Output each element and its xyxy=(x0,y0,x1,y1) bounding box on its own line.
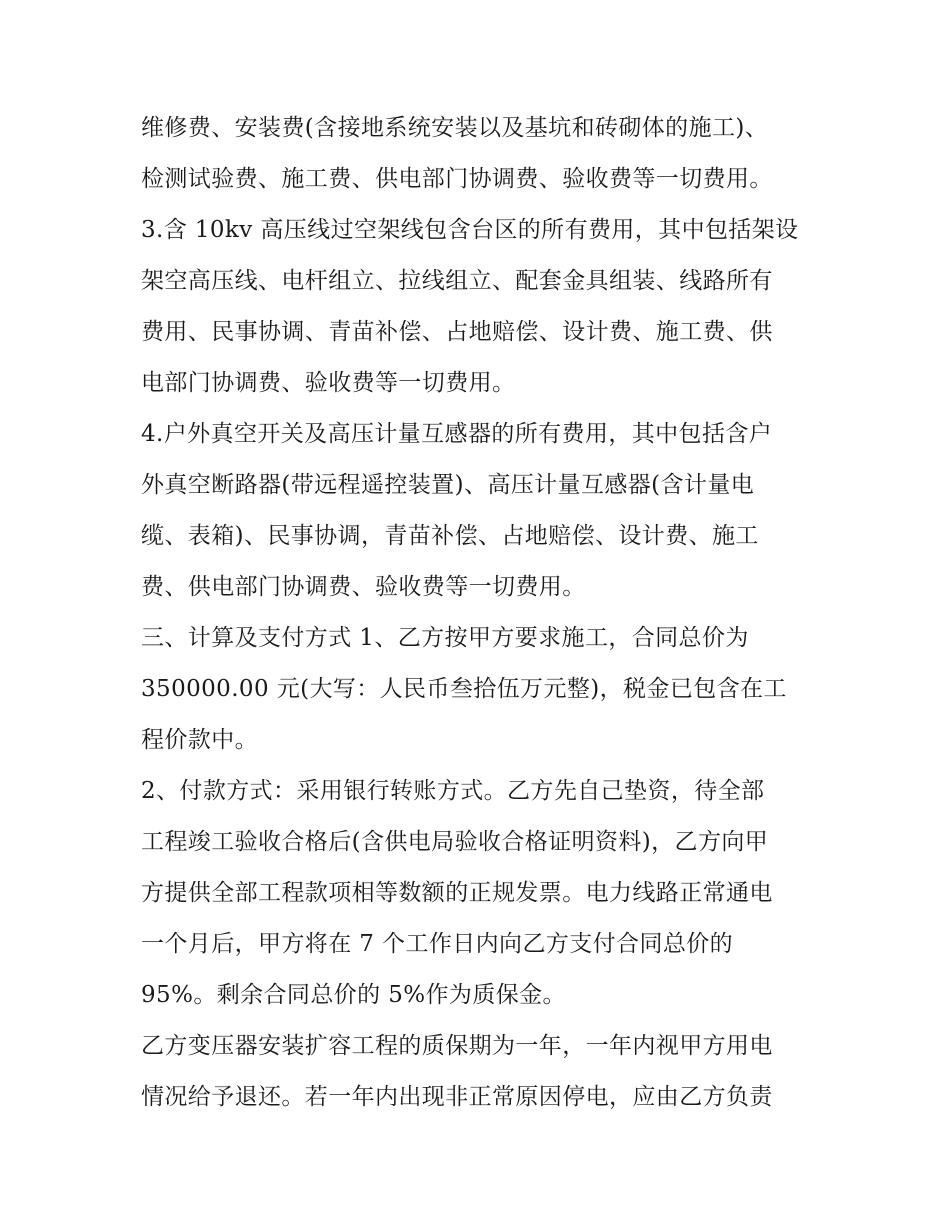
text-line: 乙方变压器安装扩容工程的质保期为一年，一年内视甲方用电 xyxy=(141,1033,773,1059)
text-line: 工程竣工验收合格后(含供电局验收合格证明资料)，乙方向甲 xyxy=(141,829,769,855)
document-body xyxy=(141,103,821,1123)
text-line: 一个月后，甲方将在 7 个工作日内向乙方支付合同总价的 xyxy=(141,931,734,957)
text-line: 2、付款方式：采用银行转账方式。乙方先自己垫资，待全部 xyxy=(141,778,765,804)
text-line: 外真空断路器(带远程遥控装置)、高压计量互感器(含计量电 xyxy=(141,472,755,498)
text-line: 情况给予退还。若一年内出现非正常原因停电，应由乙方负责 xyxy=(141,1084,773,1110)
text-line: 4.户外真空开关及高压计量互感器的所有费用，其中包括含户 xyxy=(141,421,773,447)
text-line: 费、供电部门协调费、验收费等一切费用。 xyxy=(141,574,586,600)
text-line: 350000.00 元(大写：人民币叁拾伍万元整)，税金已包含在工 xyxy=(141,676,787,702)
text-line: 程价款中。 xyxy=(141,727,258,753)
text-line: 维修费、安装费(含接地系统安装以及基坑和砖砌体的施工)、 xyxy=(141,115,769,141)
text-line: 缆、表箱)、民事协调，青苗补偿、占地赔偿、设计费、施工 xyxy=(141,523,759,549)
text-line: 费用、民事协调、青苗补偿、占地赔偿、设计费、施工费、供 xyxy=(141,319,773,345)
text-line: 95%。剩余合同总价的 5%作为质保金。 xyxy=(141,982,566,1008)
text-line: 电部门协调费、验收费等一切费用。 xyxy=(141,370,516,396)
text-line: 架空高压线、电杆组立、拉线组立、配套金具组装、线路所有 xyxy=(141,268,773,294)
text-line: 方提供全部工程款项相等数额的正规发票。电力线路正常通电 xyxy=(141,880,773,906)
text-line: 3.含 10kv 高压线过空架线包含台区的所有费用，其中包括架设 xyxy=(141,217,799,243)
text-line: 三、计算及支付方式 1、乙方按甲方要求施工，合同总价为 xyxy=(141,625,749,651)
text-line: 检测试验费、施工费、供电部门协调费、验收费等一切费用。 xyxy=(141,166,773,192)
